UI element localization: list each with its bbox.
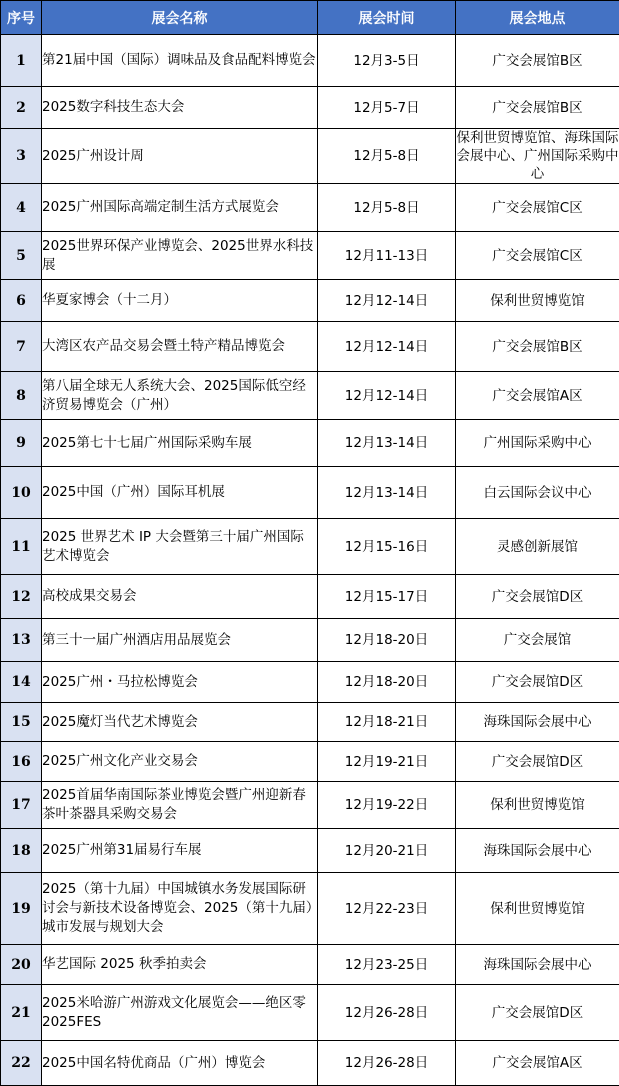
table-row xyxy=(1,575,619,619)
row-index: 22 xyxy=(1,1041,42,1086)
exhibition-date: 12月26-28日 xyxy=(318,985,456,1041)
exhibition-place: 保利世贸博览馆 xyxy=(456,873,619,945)
row-index: 18 xyxy=(1,829,42,873)
exhibition-name: 2025广州第31届易行车展 xyxy=(42,829,318,873)
row-index: 19 xyxy=(1,873,42,945)
exhibition-date: 12月3-5日 xyxy=(318,35,456,87)
exhibition-date: 12月18-20日 xyxy=(318,619,456,662)
exhibition-place: 广交会展馆B区 xyxy=(456,322,619,372)
exhibition-date: 12月18-21日 xyxy=(318,703,456,742)
exhibition-name: 2025魔灯当代艺术博览会 xyxy=(42,703,318,742)
exhibition-name: 2025第七十七届广州国际采购车展 xyxy=(42,420,318,467)
exhibition-date: 12月18-20日 xyxy=(318,662,456,703)
table-row xyxy=(1,619,619,662)
exhibition-date: 12月12-14日 xyxy=(318,322,456,372)
header-date: 展会时间 xyxy=(318,1,456,35)
header-row xyxy=(1,1,619,35)
exhibition-date: 12月12-14日 xyxy=(318,372,456,420)
exhibition-name: 2025广州・马拉松博览会 xyxy=(42,662,318,703)
row-index: 11 xyxy=(1,519,42,575)
exhibition-date: 12月13-14日 xyxy=(318,420,456,467)
table-row xyxy=(1,184,619,232)
table-row xyxy=(1,703,619,742)
exhibition-name: 2025 世界艺术 IP 大会暨第三十届广州国际艺术博览会 xyxy=(42,519,318,575)
exhibition-date: 12月5-8日 xyxy=(318,129,456,184)
exhibition-place: 广州国际采购中心 xyxy=(456,420,619,467)
exhibition-date: 12月23-25日 xyxy=(318,945,456,985)
table-row xyxy=(1,280,619,322)
table-row xyxy=(1,372,619,420)
exhibition-place: 广交会展馆D区 xyxy=(456,742,619,782)
table-row xyxy=(1,782,619,829)
exhibition-place: 广交会展馆C区 xyxy=(456,232,619,280)
row-index: 13 xyxy=(1,619,42,662)
header-index: 序号 xyxy=(1,1,42,35)
exhibition-place: 海珠国际会展中心 xyxy=(456,829,619,873)
table-row xyxy=(1,35,619,87)
exhibition-name: 2025中国（广州）国际耳机展 xyxy=(42,467,318,519)
exhibition-date: 12月26-28日 xyxy=(318,1041,456,1086)
row-index: 14 xyxy=(1,662,42,703)
row-index: 2 xyxy=(1,87,42,129)
exhibition-place: 海珠国际会展中心 xyxy=(456,703,619,742)
row-index: 16 xyxy=(1,742,42,782)
exhibition-date: 12月20-21日 xyxy=(318,829,456,873)
exhibition-date: 12月11-13日 xyxy=(318,232,456,280)
header-place: 展会地点 xyxy=(456,1,619,35)
table-row xyxy=(1,129,619,184)
table-row xyxy=(1,662,619,703)
row-index: 4 xyxy=(1,184,42,232)
exhibition-place: 广交会展馆B区 xyxy=(456,87,619,129)
row-index: 15 xyxy=(1,703,42,742)
exhibition-name: 高校成果交易会 xyxy=(42,575,318,619)
exhibition-place: 广交会展馆D区 xyxy=(456,662,619,703)
row-index: 9 xyxy=(1,420,42,467)
row-index: 21 xyxy=(1,985,42,1041)
exhibition-place: 广交会展馆 xyxy=(456,619,619,662)
exhibition-place: 广交会展馆D区 xyxy=(456,575,619,619)
exhibition-name: 华夏家博会（十二月） xyxy=(42,280,318,322)
row-index: 6 xyxy=(1,280,42,322)
table-body xyxy=(1,35,619,1086)
exhibition-place: 保利世贸博览馆、海珠国际会展中心、广州国际采购中心 xyxy=(456,130,619,182)
exhibition-date: 12月12-14日 xyxy=(318,280,456,322)
row-index: 17 xyxy=(1,782,42,829)
row-index: 10 xyxy=(1,467,42,519)
exhibition-date: 12月15-16日 xyxy=(318,519,456,575)
row-index: 20 xyxy=(1,945,42,985)
exhibition-place: 广交会展馆C区 xyxy=(456,184,619,232)
exhibition-name: 2025广州设计周 xyxy=(42,129,318,184)
exhibition-date: 12月5-8日 xyxy=(318,184,456,232)
row-index: 1 xyxy=(1,35,42,87)
exhibition-name: 2025广州文化产业交易会 xyxy=(42,742,318,782)
exhibition-place: 广交会展馆B区 xyxy=(456,35,619,87)
exhibition-date: 12月13-14日 xyxy=(318,467,456,519)
exhibition-date: 12月15-17日 xyxy=(318,575,456,619)
exhibition-place: 灵感创新展馆 xyxy=(456,519,619,575)
row-index: 3 xyxy=(1,129,42,184)
exhibition-place: 广交会展馆A区 xyxy=(456,1041,619,1086)
row-index: 5 xyxy=(1,232,42,280)
exhibition-place: 广交会展馆D区 xyxy=(456,985,619,1041)
row-index: 8 xyxy=(1,372,42,420)
exhibition-name: 2025广州国际高端定制生活方式展览会 xyxy=(42,184,318,232)
table-row xyxy=(1,519,619,575)
exhibition-name: 第八届全球无人系统大会、2025国际低空经济贸易博览会（广州） xyxy=(42,372,318,420)
exhibition-name: 2025首届华南国际茶业博览会暨广州迎新春茶叶茶器具采购交易会 xyxy=(42,782,318,829)
exhibition-name: 2025（第十九届）中国城镇水务发展国际研讨会与新技术设备博览会、2025（第十九届）城市发展与规划大会 xyxy=(42,873,318,945)
table-row xyxy=(1,87,619,129)
exhibition-date: 12月22-23日 xyxy=(318,873,456,945)
table-row xyxy=(1,873,619,945)
table-row xyxy=(1,985,619,1041)
exhibition-place: 保利世贸博览馆 xyxy=(456,782,619,829)
exhibition-name: 大湾区农产品交易会暨土特产精品博览会 xyxy=(42,322,318,372)
table-row xyxy=(1,945,619,985)
table-row xyxy=(1,420,619,467)
table-row xyxy=(1,829,619,873)
exhibition-place: 海珠国际会展中心 xyxy=(456,945,619,985)
table-row xyxy=(1,467,619,519)
exhibition-date: 12月19-21日 xyxy=(318,742,456,782)
exhibition-name: 2025世界环保产业博览会、2025世界水科技展 xyxy=(42,232,318,280)
exhibition-date: 12月19-22日 xyxy=(318,782,456,829)
exhibition-place: 白云国际会议中心 xyxy=(456,467,619,519)
header-name: 展会名称 xyxy=(42,1,318,35)
exhibition-name: 2025米哈游广州游戏文化展览会——绝区零2025FES xyxy=(42,985,318,1041)
exhibition-name: 第21届中国（国际）调味品及食品配料博览会 xyxy=(42,35,318,87)
exhibition-name: 华艺国际 2025 秋季拍卖会 xyxy=(42,945,318,985)
table-row xyxy=(1,1041,619,1086)
table-row xyxy=(1,322,619,372)
exhibition-name: 2025中国名特优商品（广州）博览会 xyxy=(42,1041,318,1086)
exhibition-date: 12月5-7日 xyxy=(318,87,456,129)
row-index: 7 xyxy=(1,322,42,372)
exhibition-place: 保利世贸博览馆 xyxy=(456,280,619,322)
row-index: 12 xyxy=(1,575,42,619)
exhibition-name: 2025数字科技生态大会 xyxy=(42,87,318,129)
table-row xyxy=(1,742,619,782)
table-row xyxy=(1,232,619,280)
exhibition-place: 广交会展馆A区 xyxy=(456,372,619,420)
exhibition-name: 第三十一届广州酒店用品展览会 xyxy=(42,619,318,662)
